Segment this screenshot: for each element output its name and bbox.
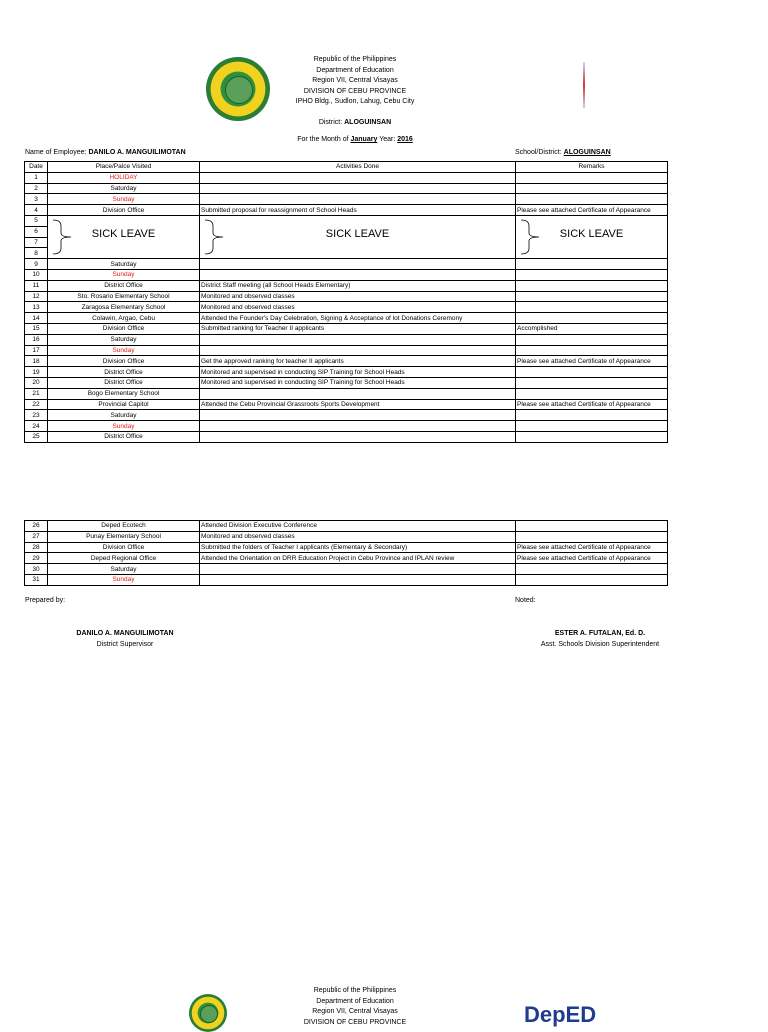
header-line-1: Republic of the Philippines [313, 56, 397, 63]
date-cell: 13 [25, 302, 48, 313]
date-cell: 19 [25, 367, 48, 378]
remarks-cell [516, 388, 668, 399]
place-cell: Sunday [48, 194, 200, 205]
prepared-name: DANILO A. MANGUILIMOTAN [76, 630, 174, 637]
activity-cell: Attended the Cebu Provincial Grassroots Sports Development [200, 399, 516, 410]
place-cell: Division Office [48, 205, 200, 216]
activity-cell [200, 410, 516, 421]
date-cell: 16 [25, 334, 48, 345]
district-label: District: [318, 119, 343, 126]
date-cell: 27 [25, 531, 48, 542]
date-cell: 9 [25, 259, 48, 270]
place-cell: Saturday [48, 334, 200, 345]
place-cell: Sto. Rosario Elementary School [48, 291, 200, 302]
place-cell: Sunday [48, 269, 200, 280]
table-row [25, 334, 668, 345]
remarks-cell [516, 280, 668, 291]
table-row [25, 410, 668, 421]
activity-cell: District Staff meeting (all School Heads Elementary) [200, 280, 516, 291]
place-cell: District Office [48, 431, 200, 442]
activity-cell: Monitored and observed classes [200, 291, 516, 302]
date-cell: 6 [25, 226, 48, 237]
date-cell: 25 [25, 431, 48, 442]
table-row [25, 542, 668, 553]
remarks-cell [516, 564, 668, 575]
date-cell: 14 [25, 313, 48, 324]
activity-cell [200, 388, 516, 399]
activity-cell [200, 431, 516, 442]
place-cell: Saturday [48, 410, 200, 421]
prepared-title: District Supervisor [96, 641, 154, 648]
table-row [25, 388, 668, 399]
place-cell: Provincial Capitol [48, 399, 200, 410]
table-row [25, 356, 668, 367]
remarks-cell [516, 183, 668, 194]
place-cell: Saturday [48, 183, 200, 194]
activity-table-continued [24, 520, 668, 586]
footer-line-4: DIVISION OF CEBU PROVINCE [303, 1018, 407, 1026]
table-row [25, 564, 668, 575]
remarks-cell [516, 377, 668, 388]
table-row [25, 259, 668, 270]
school-value: ALOGUINSAN [563, 149, 611, 156]
place-cell: District Office [48, 377, 200, 388]
activity-cell: Get the approved ranking for teacher II applicants [200, 356, 516, 367]
date-cell: 24 [25, 421, 48, 432]
remarks-cell [516, 345, 668, 356]
table-row [25, 377, 668, 388]
remarks-cell [516, 291, 668, 302]
activity-cell [200, 334, 516, 345]
table-row [25, 313, 668, 324]
activity-cell: Submitted the folders of Teacher I applicants (Elementary & Secondary) [200, 542, 516, 553]
table-row [25, 280, 668, 291]
place-cell: Deped Regional Office [48, 553, 200, 564]
noted-label: Noted: [515, 597, 536, 604]
activity-cell: Submitted proposal for reassignment of School Heads [200, 205, 516, 216]
table-row [25, 431, 668, 442]
activity-cell [200, 215, 516, 258]
col-remarks: Remarks [516, 162, 668, 173]
place-cell: Saturday [48, 259, 200, 270]
activity-cell: Attended the Founder's Day Celebration, Signing & Acceptance of lot Donations Ceremony [200, 313, 516, 324]
place-cell: Division Office [48, 323, 200, 334]
place-cell: Sunday [48, 345, 200, 356]
table-header-row [25, 162, 668, 173]
prepared-by-label: Prepared by: [25, 597, 66, 604]
remarks-cell: Please see attached Certificate of Appearance [516, 542, 668, 553]
date-cell: 26 [25, 521, 48, 532]
remarks-cell: Please see attached Certificate of Appearance [516, 553, 668, 564]
year-label: Year: [379, 136, 396, 143]
remarks-cell [516, 172, 668, 183]
date-cell: 21 [25, 388, 48, 399]
remarks-cell: Please see attached Certificate of Appearance [516, 205, 668, 216]
activity-cell: Monitored and observed classes [200, 302, 516, 313]
date-cell: 31 [25, 574, 48, 585]
footer-line-2: Department of Education [316, 997, 394, 1005]
remarks-cell: Please see attached Certificate of Appearance [516, 399, 668, 410]
footer-line-1: Republic of the Philippines [313, 987, 397, 994]
activity-cell [200, 172, 516, 183]
col-date: Date [25, 162, 48, 173]
activity-cell [200, 194, 516, 205]
date-cell: 28 [25, 542, 48, 553]
activity-table [24, 161, 668, 443]
date-cell: 12 [25, 291, 48, 302]
remarks-cell [516, 521, 668, 532]
activity-cell [200, 345, 516, 356]
table-row [25, 323, 668, 334]
activity-cell [200, 183, 516, 194]
place-cell: Division Office [48, 356, 200, 367]
remarks-cell: Accomplished [516, 323, 668, 334]
month-line [230, 136, 480, 143]
place-cell: Division Office [48, 542, 200, 553]
date-cell: 3 [25, 194, 48, 205]
remarks-cell [516, 421, 668, 432]
activity-cell [200, 564, 516, 575]
table-row [25, 553, 668, 564]
place-cell [48, 215, 200, 258]
header-line-2: Department of Education [316, 66, 394, 74]
remarks-cell [516, 531, 668, 542]
col-activities: Activities Done [200, 162, 516, 173]
header-line-5: IPHO Bldg., Sudlon, Lahug, Cebu City [295, 98, 415, 105]
place-cell: Zaragosa Elementary School [48, 302, 200, 313]
date-cell: 5 [25, 215, 48, 226]
noted-name: ESTER A. FUTALAN, Ed. D. [554, 630, 646, 637]
deped-seal-logo-footer [189, 994, 227, 1032]
table-row [25, 421, 668, 432]
header-line-3: Region VII, Central Visayas [312, 77, 398, 84]
table-row [25, 172, 668, 183]
place-cell: Sunday [48, 421, 200, 432]
place-cell: Saturday [48, 564, 200, 575]
date-cell: 29 [25, 553, 48, 564]
date-cell: 11 [25, 280, 48, 291]
district-value: ALOGUINSAN [344, 119, 392, 126]
employee-line [25, 149, 186, 156]
date-cell: 17 [25, 345, 48, 356]
sick-leave-label: SICK LEAVE [325, 228, 390, 241]
date-cell: 2 [25, 183, 48, 194]
table-row [25, 302, 668, 313]
school-label: School/District: [515, 149, 562, 156]
remarks-cell [516, 410, 668, 421]
remarks-cell [516, 367, 668, 378]
employee-name-value: DANILO A. MANGUILIMOTAN [88, 149, 186, 156]
noted-title: Asst. Schools Division Superintendent [540, 641, 660, 648]
date-cell: 7 [25, 237, 48, 248]
remarks-cell [516, 302, 668, 313]
place-cell: HOLIDAY [48, 172, 200, 183]
col-place: Place/Palce Visited [48, 162, 200, 173]
month-label: For the Month of [297, 136, 349, 143]
activity-cell [200, 574, 516, 585]
date-cell: 10 [25, 269, 48, 280]
footer-header-block [230, 986, 480, 1028]
date-cell: 15 [25, 323, 48, 334]
table-row [25, 194, 668, 205]
activity-cell [200, 259, 516, 270]
date-cell: 23 [25, 410, 48, 421]
date-cell: 18 [25, 356, 48, 367]
remarks-cell [516, 269, 668, 280]
remarks-cell: Please see attached Certificate of Appearance [516, 356, 668, 367]
footer-line-3: Region VII, Central Visayas [312, 1008, 398, 1015]
table-row [25, 345, 668, 356]
place-cell: District Office [48, 367, 200, 378]
place-cell: Bogo Elementary School [48, 388, 200, 399]
table-row [25, 269, 668, 280]
place-cell: Deped Ecotech [48, 521, 200, 532]
remarks-cell [516, 259, 668, 270]
sick-leave-label: SICK LEAVE [559, 228, 624, 241]
table-row [25, 399, 668, 410]
place-cell: District Office [48, 280, 200, 291]
remarks-cell [516, 215, 668, 258]
place-cell: Punay Elementary School [48, 531, 200, 542]
district-line [230, 119, 480, 126]
date-cell: 4 [25, 205, 48, 216]
employee-name-label: Name of Employee: [25, 149, 87, 156]
activity-cell: Submitted ranking for Teacher II applicants [200, 323, 516, 334]
header-line-4: DIVISION OF CEBU PROVINCE [303, 87, 407, 95]
remarks-cell [516, 574, 668, 585]
activity-cell: Attended the Orientation on DRR Education Project in Cebu Province and IPLAN review [200, 553, 516, 564]
table-row [25, 574, 668, 585]
date-cell: 30 [25, 564, 48, 575]
activity-cell [200, 421, 516, 432]
date-cell: 20 [25, 377, 48, 388]
table-row [25, 183, 668, 194]
activity-cell: Monitored and supervised in conducting SIP Training for School Heads [200, 377, 516, 388]
header-block [230, 55, 480, 108]
activity-cell: Attended Division Executive Conference [200, 521, 516, 532]
table-row [25, 215, 668, 226]
date-cell: 8 [25, 248, 48, 259]
top-right-mark [583, 62, 585, 108]
table-row [25, 531, 668, 542]
activity-cell: Monitored and supervised in conducting SIP Training for School Heads [200, 367, 516, 378]
activity-cell: Monitored and observed classes [200, 531, 516, 542]
school-line [515, 149, 611, 156]
date-cell: 22 [25, 399, 48, 410]
remarks-cell [516, 313, 668, 324]
remarks-cell [516, 194, 668, 205]
activity-cell [200, 269, 516, 280]
place-cell: Sunday [48, 574, 200, 585]
table-row [25, 291, 668, 302]
table-row [25, 367, 668, 378]
sick-leave-label: SICK LEAVE [91, 228, 156, 241]
table-row [25, 205, 668, 216]
place-cell: Colawin, Argao, Cebu [48, 313, 200, 324]
table-row [25, 521, 668, 532]
remarks-cell [516, 334, 668, 345]
date-cell: 1 [25, 172, 48, 183]
remarks-cell [516, 431, 668, 442]
month-value: January [350, 136, 378, 143]
year-value: 2016 [397, 136, 413, 143]
deped-logo: DepED [524, 1002, 597, 1027]
